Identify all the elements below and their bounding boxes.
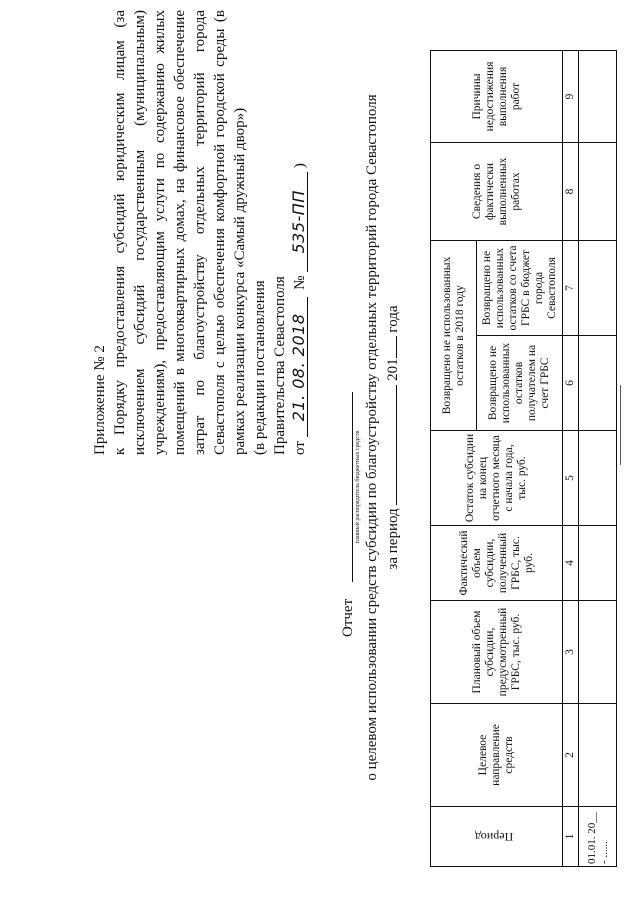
header-reasons: Причины недостижения выполнения работ — [431, 51, 563, 143]
column-number: 3 — [563, 601, 579, 704]
government-line: Правительства Севастополя — [272, 276, 288, 455]
column-number: 8 — [563, 143, 579, 241]
report-title: Отчет — [340, 598, 356, 637]
handwritten-date: 21. 08. 2018 — [291, 297, 308, 437]
handwritten-number: 535-ПП — [291, 172, 308, 272]
period-value-cell: 01.01. 20__ - ...... — [579, 807, 617, 867]
column-number: 5 — [563, 431, 579, 526]
table-cell — [579, 241, 617, 336]
period-blank — [382, 385, 397, 505]
edition-line: (в редакции постановления — [252, 280, 268, 455]
report-heading — [338, 10, 403, 865]
year-blank — [382, 336, 397, 358]
year-suffix: года — [385, 305, 401, 333]
appendix-block — [90, 10, 310, 455]
period-prefix: за период — [385, 508, 401, 570]
column-number: 2 — [563, 704, 579, 807]
footer-rule — [620, 385, 621, 465]
header-period: Период — [431, 807, 563, 867]
header-returned-recipient: Возвращено не использованных остатков получателем на счет ГРБС — [477, 336, 563, 431]
year-prefix: 201 — [385, 358, 401, 381]
report-subtitle: о целевом использовании средств субсидии по благоустройству отдельных территорий города Севастополя — [364, 94, 380, 781]
date-number-line — [290, 10, 310, 455]
header-returned-budget: Возвращено не использованных остатков со счета ГРБС в бюджет города Севастополя — [477, 241, 563, 336]
appendix-title: Приложение № 2 — [92, 345, 108, 455]
header-returned-group: Возвращено не использованных остатков в 2018 году — [431, 241, 477, 431]
column-number: 9 — [563, 51, 579, 143]
column-number: 1 — [563, 807, 579, 867]
column-number: 6 — [563, 336, 579, 431]
table-cell — [579, 704, 617, 807]
grbs-caption: главный распорядитель бюджетных средств — [355, 430, 361, 544]
table-cell — [579, 526, 617, 601]
appendix-body: к Порядку предоставления субсидий юридическим лицам (за исключением субсидий государственным (муниципальным) учреждениям), предоставляющим услуги по содержанию жилых помещений в многоквартирных домах, на финансовое обеспечение затрат по благоустройству отдельных территорий города Севастополя с целью обеспечения комфортной городской среды (в рамках реализации конкурса «Самый дружный двор») — [112, 10, 248, 455]
closing-paren: ) — [292, 163, 308, 169]
header-planned: Плановый объем субсидии, предусмотренный ГРБС, тыс. руб. — [431, 601, 563, 704]
table-cell — [579, 601, 617, 704]
table-cell — [579, 336, 617, 431]
table-cell — [579, 431, 617, 526]
header-actual: Фактический объем субсидии, полученный ГРБС, тыс. руб. — [431, 526, 563, 601]
header-purpose: Целевое направление средств — [431, 704, 563, 807]
table-cell — [579, 143, 617, 241]
report-table — [430, 50, 617, 867]
table-cell — [579, 51, 617, 143]
grbs-blank — [352, 392, 353, 582]
from-prefix: от — [292, 441, 308, 455]
number-prefix: № — [292, 275, 308, 290]
column-number: 7 — [563, 241, 579, 336]
header-work-info: Сведения о фактически выполненных работах — [431, 143, 563, 241]
column-number: 4 — [563, 526, 579, 601]
header-remainder: Остаток субсидии на конец отчетного месяца с начала года, тыс. руб. — [431, 431, 563, 526]
report-period — [382, 10, 403, 865]
